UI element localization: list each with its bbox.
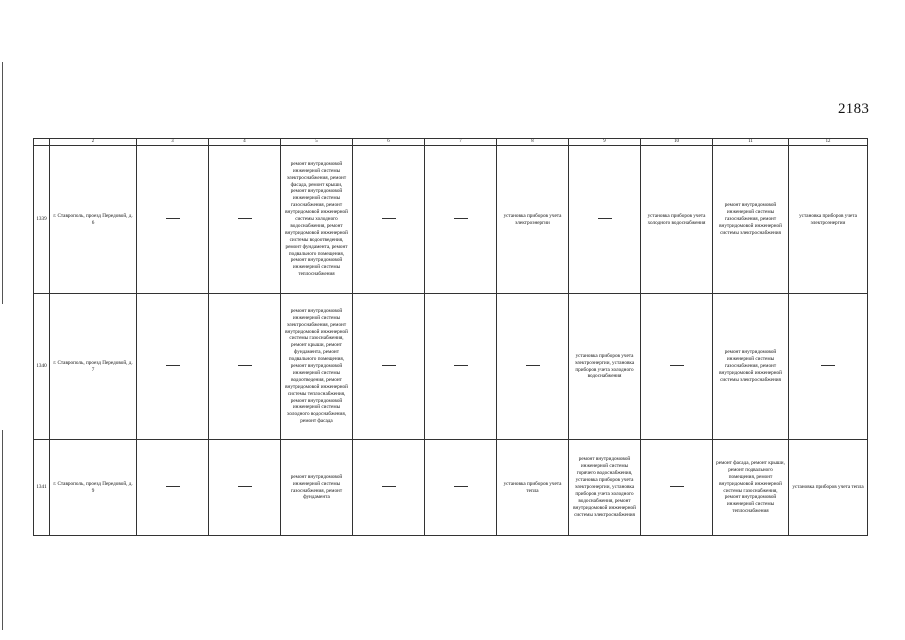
works-cell: ремонт внутридомовой инженерной системы электроснабжения, ремонт внутридомовой инженерной системы газоснабжения, ремонт крыши, ремонт фундамента, ремонт подвального помещения, ремонт внутридомовой инженерной системы водоотведения, ремонт внутридомовой инженерной системы теплоснабжения, ремонт внутридомовой инженерной системы холодного водоснабжения, ремонт фасада bbox=[281, 294, 353, 440]
dash-cell bbox=[789, 294, 868, 440]
works-cell: ремонт фасада, ремонт крыши, ремонт подвального помещения, ремонт внутридомовой инженерной системы газоснабжения, ремонт внутридомовой инженерной системы теплоснабжения bbox=[713, 440, 789, 536]
dash-cell bbox=[209, 440, 281, 536]
dash-cell bbox=[353, 146, 425, 294]
column-number-cell: 2 bbox=[50, 139, 137, 146]
column-number-cell: 4 bbox=[209, 139, 281, 146]
column-number-cell: 10 bbox=[641, 139, 713, 146]
works-cell: установка приборов учета электроэнергии bbox=[789, 146, 868, 294]
works-cell: установка приборов учета тепла bbox=[497, 440, 569, 536]
dash-mark bbox=[670, 365, 684, 366]
dash-cell bbox=[137, 440, 209, 536]
works-cell: установка приборов учета тепла bbox=[789, 440, 868, 536]
row-number: 1339 bbox=[34, 146, 50, 294]
address-cell: г. Ставрополь, проезд Передовой, д. 9 bbox=[50, 440, 137, 536]
page-number: 2183 bbox=[838, 101, 870, 117]
column-number-cell: 8 bbox=[497, 139, 569, 146]
margin-line-top bbox=[2, 62, 3, 304]
dash-mark bbox=[166, 486, 180, 487]
margin-line-bottom bbox=[2, 430, 3, 630]
dash-cell bbox=[641, 440, 713, 536]
dash-mark bbox=[238, 218, 252, 219]
dash-cell bbox=[425, 294, 497, 440]
dash-cell bbox=[137, 294, 209, 440]
dash-mark bbox=[238, 365, 252, 366]
dash-cell bbox=[353, 294, 425, 440]
dash-cell bbox=[137, 146, 209, 294]
dash-cell bbox=[425, 440, 497, 536]
works-cell: установка приборов учета электроэнергии bbox=[497, 146, 569, 294]
dash-mark bbox=[454, 218, 468, 219]
column-number-cell: 12 bbox=[789, 139, 868, 146]
dash-mark bbox=[526, 365, 540, 366]
address-cell: г. Ставрополь, проезд Передовой, д. 7 bbox=[50, 294, 137, 440]
works-cell: установка приборов учета электроэнергии, установка приборов учета холодного водоснабжения bbox=[569, 294, 641, 440]
dash-mark bbox=[454, 365, 468, 366]
column-number-cell: 9 bbox=[569, 139, 641, 146]
table-row bbox=[34, 146, 868, 294]
dash-mark bbox=[598, 218, 612, 219]
dash-cell bbox=[209, 146, 281, 294]
dash-mark bbox=[382, 365, 396, 366]
dash-cell bbox=[209, 294, 281, 440]
column-number-cell: 7 bbox=[425, 139, 497, 146]
works-cell: ремонт внутридомовой инженерной системы электроснабжения, ремонт фасада, ремонт крыши, ремонт внутридомовой инженерной системы газоснабжения, ремонт внутридомовой инженерной системы холодного водоснабжения, ремонт внутридомовой инженерной системы водоотведения, ремонт фундамента, ремонт подвального помещения, ремонт внутридомовой инженерной системы теплоснабжения bbox=[281, 146, 353, 294]
table-row bbox=[34, 294, 868, 440]
dash-mark bbox=[238, 486, 252, 487]
dash-mark bbox=[166, 218, 180, 219]
dash-cell bbox=[641, 294, 713, 440]
works-cell: ремонт внутридомовой инженерной системы горячего водоснабжения, установка приборов учета электроэнергии, установка приборов учета холодного водоснабжения, ремонт внутридомовой инженерной системы электроснабжения bbox=[569, 440, 641, 536]
dash-cell bbox=[569, 146, 641, 294]
dash-cell bbox=[425, 146, 497, 294]
dash-mark bbox=[454, 486, 468, 487]
row-number: 1340 bbox=[34, 294, 50, 440]
dash-mark bbox=[166, 365, 180, 366]
dash-cell bbox=[497, 294, 569, 440]
address-cell: г. Ставрополь, проезд Передовой, д. 6 bbox=[50, 146, 137, 294]
column-number-cell: 5 bbox=[281, 139, 353, 146]
row-number: 1341 bbox=[34, 440, 50, 536]
column-number-cell: 6 bbox=[353, 139, 425, 146]
works-cell: ремонт внутридомовой инженерной системы газоснабжения, ремонт внутридомовой инженерной системы электроснабжения bbox=[713, 294, 789, 440]
works-cell: установка приборов учета холодного водоснабжения bbox=[641, 146, 713, 294]
table-row bbox=[34, 440, 868, 536]
repair-schedule-table bbox=[33, 138, 868, 536]
dash-mark bbox=[382, 218, 396, 219]
column-number-cell bbox=[34, 139, 50, 146]
column-number-row bbox=[34, 139, 868, 146]
dash-mark bbox=[821, 365, 835, 366]
column-number-cell: 3 bbox=[137, 139, 209, 146]
works-cell: ремонт внутридомовой инженерной системы газоснабжения, ремонт фундамента bbox=[281, 440, 353, 536]
dash-cell bbox=[353, 440, 425, 536]
dash-mark bbox=[382, 486, 396, 487]
column-number-cell: 11 bbox=[713, 139, 789, 146]
dash-mark bbox=[670, 486, 684, 487]
works-cell: ремонт внутридомовой инженерной системы газоснабжения, ремонт внутридомовой инженерной системы электроснабжения bbox=[713, 146, 789, 294]
